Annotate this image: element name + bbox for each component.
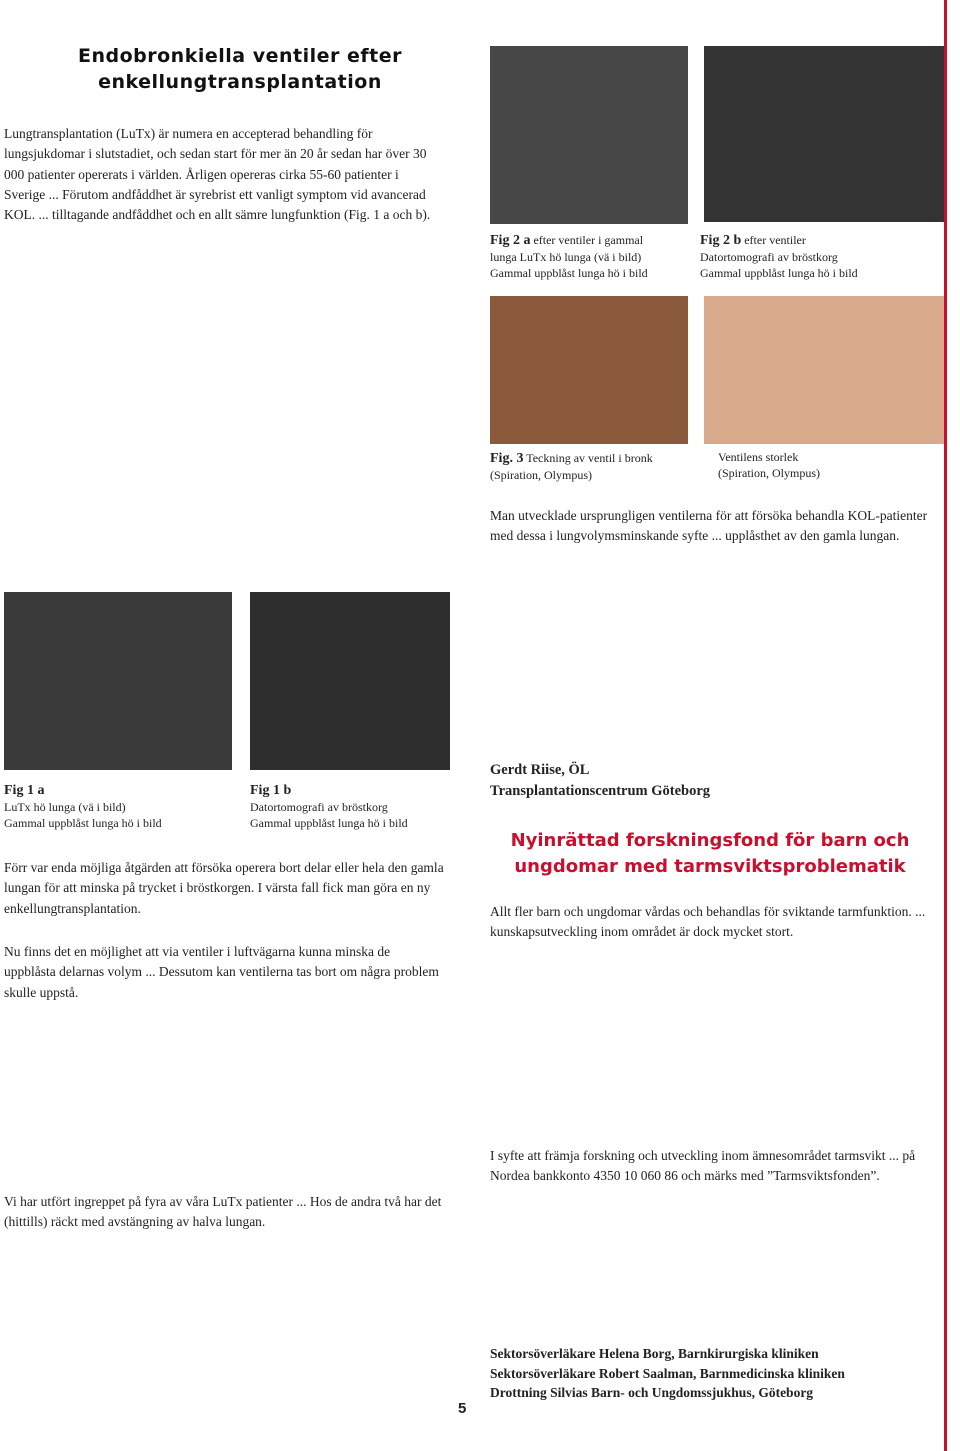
fig-1a-caption: Fig 1 a LuTx hö lunga (vä i bild) Gammal uppblåst lunga hö i bild: [4, 783, 162, 830]
paragraph-3: Nu finns det en möjlighet att via ventiler i luftvägarna kunna minska de uppblåsta delarnas volym ... Dessutom kan ventilerna tas bort om några problem skulle uppstå.: [4, 944, 439, 1000]
fig-3-bronchus-drawing: [490, 296, 688, 444]
paragraph-6: Allt fler barn och ungdomar vårdas och behandlas för sviktande tarmfunktion. ... kunskapsutveckling inom området är dock mycket stort.: [490, 904, 926, 940]
paragraph-5: Man utvecklade ursprungligen ventilerna för att försöka behandla KOL-patienter med dessa i lungvolymsminskande syfte ... upplåsthet av den gamla lungan.: [490, 508, 928, 544]
fig-1b-ct-image: [250, 592, 450, 770]
article-title: Endobronkiella ventiler efter enkellungtransplantation: [78, 45, 402, 93]
valve-size-photo: [704, 296, 944, 444]
fig-3-caption: Fig. 3 Teckning av ventil i bronk (Spiration, Olympus): [490, 451, 653, 483]
fig-2a-xray-image: [490, 46, 688, 224]
author-signature: Gerdt Riise, ÖL Transplantationscentrum Göteborg: [490, 762, 711, 800]
paragraph-2: Förr var enda möjliga åtgärden att försöka operera bort delar eller hela den gamla lungan för att minska på trycket i bröstkorgen. I värsta fall fick man göra en ny enkellungtransplantation.: [4, 860, 444, 916]
fig-2b-ct-image: [704, 46, 944, 222]
intro-text: Lungtransplantation (LuTx) är numera en accepterad behandling för lungsjukdomar i slutstadiet, och sedan start för mer än 20 år sedan har över 30 000 patienter opererats i världen. Årligen opereras cirka 55-60 patienter i Sverige ... Förutom andfåddhet är syrebrist ett vanligt symptom vid avancerad KOL. ... tilltagande andfåddhet och en allt sämre lungfunktion (Fig. 1 a och b).: [4, 126, 431, 222]
signature-block: Sektorsöverläkare Helena Borg, Barnkirurgiska kliniken Sektorsöverläkare Robert Saalman, Barnmedicinska kliniken Drottning Silvias Barn- och Ungdomssjukhus, Göteborg: [490, 1346, 845, 1401]
section-heading: Nyinrättad forskningsfond för barn och ungdomar med tarmsviktsproblematik: [510, 830, 910, 878]
paragraph-4: Vi har utfört ingreppet på fyra av våra LuTx patienter ... Hos de andra två har det (hittills) räckt med avstängning av halva lungan.: [4, 1194, 442, 1230]
fig-2a-caption: Fig 2 a efter ventiler i gammal lunga LuTx hö lunga (vä i bild) Gammal uppblåst lunga hö i bild: [490, 233, 648, 280]
fig-1b-caption: Fig 1 b Datortomografi av bröstkorg Gammal uppblåst lunga hö i bild: [250, 783, 408, 830]
fig-1a-xray-image: [4, 592, 232, 770]
page-number: 5: [458, 1400, 467, 1417]
fig-2b-caption: Fig 2 b efter ventiler Datortomografi av bröstkorg Gammal uppblåst lunga hö i bild: [700, 233, 858, 280]
valve-size-caption: Ventilens storlek (Spiration, Olympus): [718, 450, 820, 480]
red-margin-line: [944, 0, 947, 1451]
paragraph-7: I syfte att främja forskning och utveckling inom ämnesområdet tarmsvikt ... på Nordea bankkonto 4350 10 060 86 och märks med ”Tarmsviktsfonden”.: [490, 1148, 916, 1184]
